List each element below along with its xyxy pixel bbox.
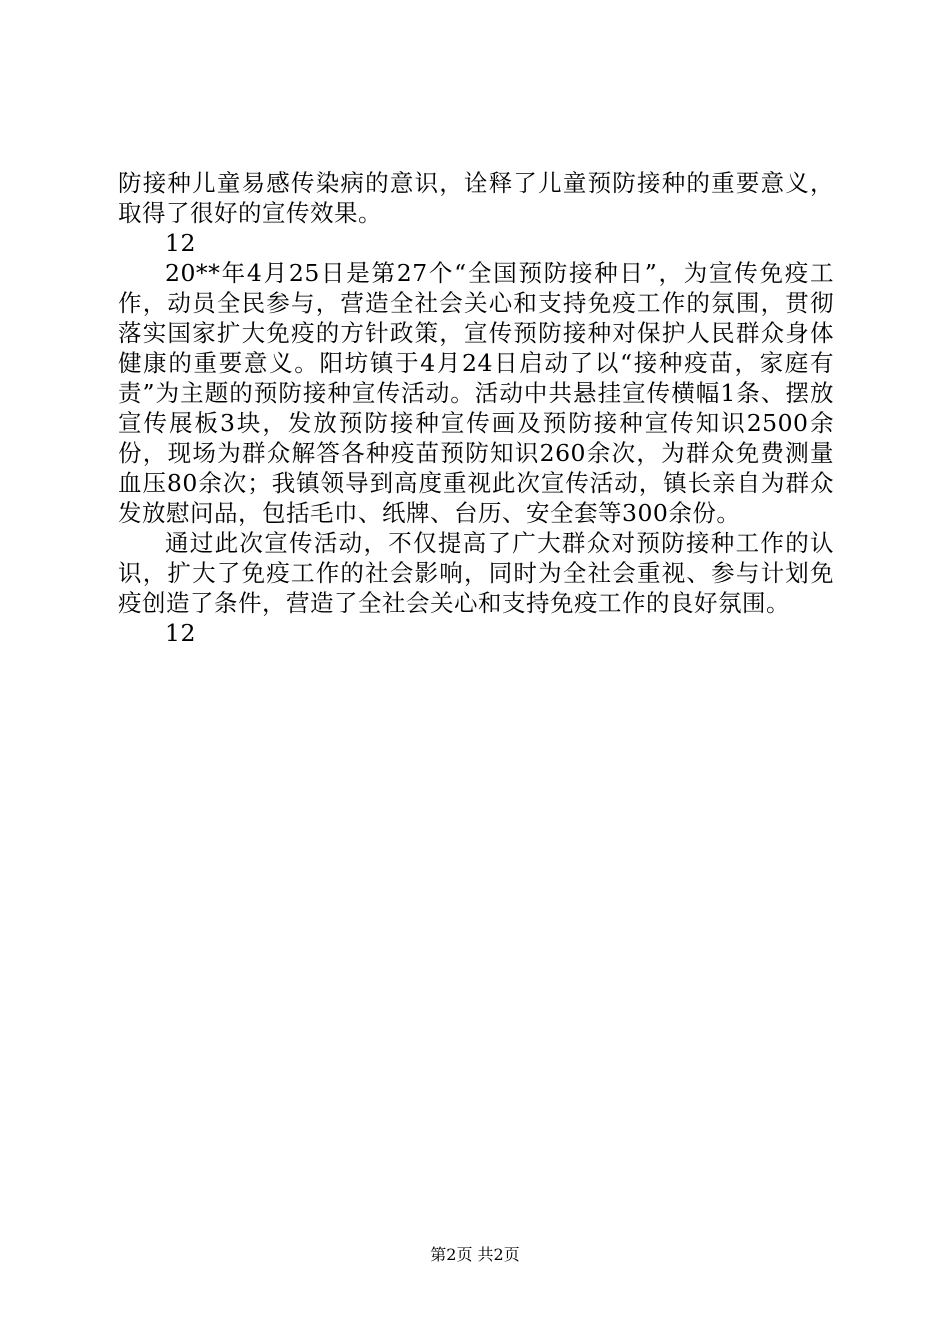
- paragraph-number: 12: [165, 229, 196, 257]
- page-number-label: 第2页 共2页: [430, 1245, 520, 1264]
- page-footer: [0, 1244, 950, 1266]
- paragraph-number: 12: [165, 619, 196, 647]
- document-body: [118, 168, 834, 648]
- paragraph-event: 20**年4月25日是第27个“全国预防接种日”，为宣传免疫工作，动员全民参与，营造全社会关心和支持免疫工作的氛围，贯彻落实国家扩大免疫的方针政策，宣传预防接种对保护人民群众身体健康的重要意义。阳坊镇于4月24日启动了以“接种疫苗，家庭有责”为主题的预防接种宣传活动。活动中共悬挂宣传横幅1条、摆放宣传展板3块，发放预防接种宣传画及预防接种宣传知识2500余份，现场为群众解答各种疫苗预防知识260余次，为群众免费测量血压80余次；我镇领导到高度重视此次宣传活动，镇长亲自为群众发放慰问品，包括毛巾、纸牌、台历、安全套等300余份。: [118, 259, 834, 527]
- paragraph-summary: 通过此次宣传活动，不仅提高了广大群众对预防接种工作的认识，扩大了免疫工作的社会影响，同时为全社会重视、参与计划免疫创造了条件，营造了全社会关心和支持免疫工作的良好氛围。: [118, 529, 834, 617]
- paragraph-continuation: 防接种儿童易感传染病的意识，诠释了儿童预防接种的重要意义，取得了很好的宣传效果。: [118, 169, 834, 227]
